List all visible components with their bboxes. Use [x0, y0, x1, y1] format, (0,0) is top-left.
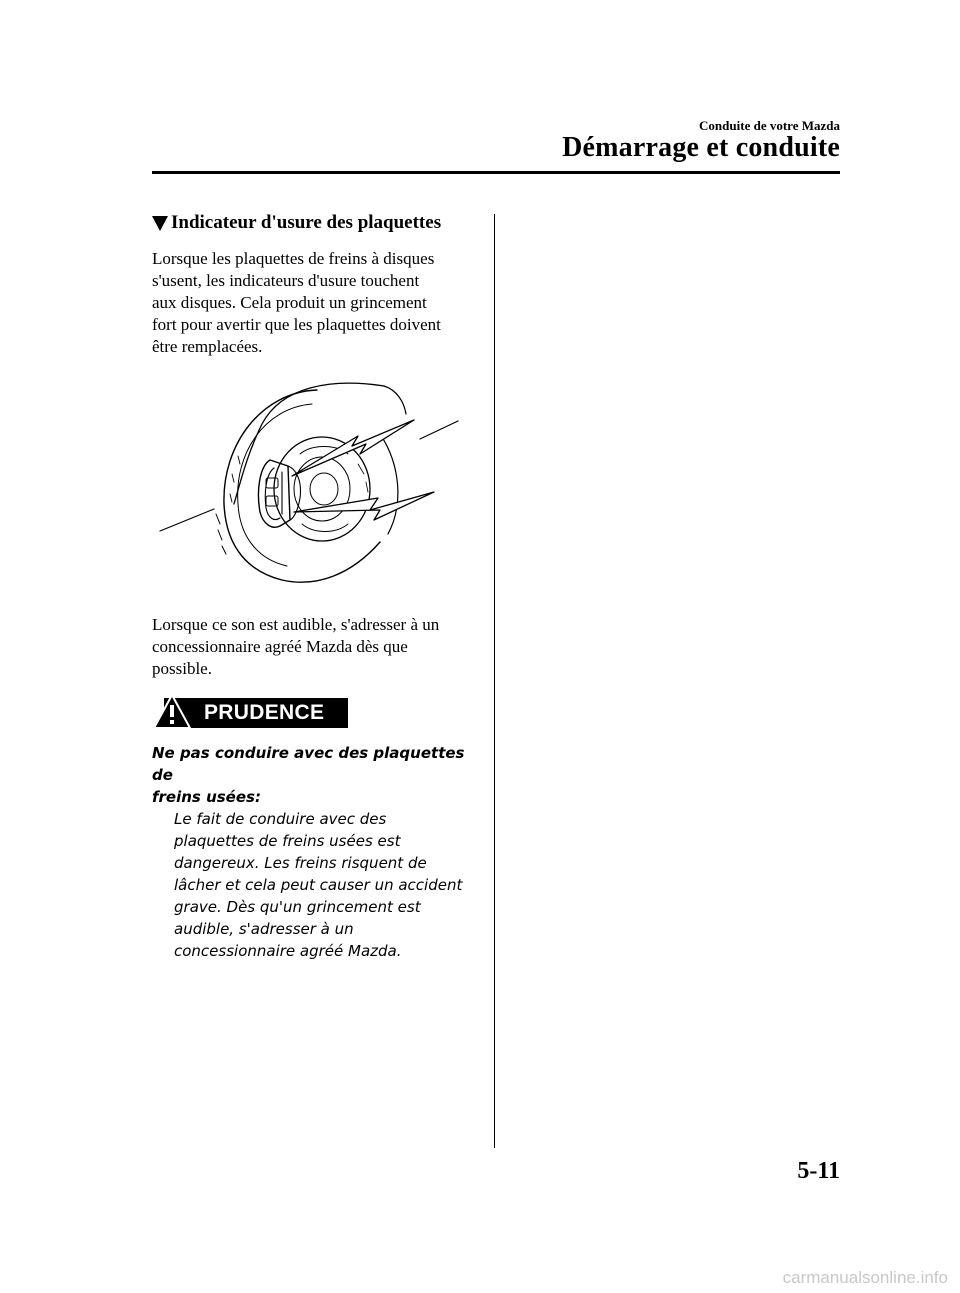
tire-right — [380, 434, 398, 534]
paragraph-line: fort pour avertir que les plaquettes doivent — [152, 315, 441, 334]
caution-body-line: dangereux. Les freins risquent de — [174, 854, 427, 872]
caution-title-line: Ne pas conduire avec des plaquettes de — [152, 744, 465, 784]
exclamation-warning-icon — [152, 693, 192, 731]
paragraph-intro — [152, 248, 482, 358]
caution-body-line: grave. Dès qu'un grincement est — [174, 898, 421, 916]
paragraph-line: s'usent, les indicateurs d'usure touchent — [152, 271, 420, 290]
triangle-down-icon — [152, 216, 168, 231]
header-chapter-title: Démarrage et conduite — [562, 132, 840, 163]
column-divider — [494, 214, 495, 1148]
paragraph-line: Lorsque les plaquettes de freins à disques — [152, 249, 435, 268]
caution-body-line: plaquettes de freins usées est — [174, 832, 401, 850]
section-heading-text: Indicateur d'usure des plaquettes — [171, 212, 442, 233]
left-column — [152, 200, 482, 962]
paragraph-advice — [152, 614, 482, 680]
header-section-label: Conduite de votre Mazda — [699, 118, 840, 133]
caution-body — [174, 808, 482, 962]
tire-inner — [238, 404, 312, 566]
watermark[interactable]: carmanualsonline.info — [782, 1268, 948, 1287]
caution-body-line: audible, s'adresser à un — [174, 920, 354, 938]
paragraph-line: concessionnaire agréé Mazda dès que — [152, 637, 408, 656]
fender-edge — [384, 386, 406, 414]
caution-body-line: Le fait de conduire avec des — [174, 810, 387, 828]
paragraph-line: possible. — [152, 659, 212, 678]
paragraph-line: être remplacées. — [152, 337, 263, 356]
body-line-right — [420, 421, 458, 439]
caution-title — [152, 742, 482, 808]
brake-pad-wear-illustration — [152, 374, 482, 600]
paragraph-line: Lorsque ce son est audible, s'adresser à un — [152, 615, 440, 634]
section-heading — [152, 212, 482, 234]
header-rule — [152, 171, 840, 174]
body-line-left — [160, 509, 214, 531]
caution-body-line: concessionnaire agréé Mazda. — [174, 942, 402, 960]
tire-outer — [224, 390, 380, 582]
paragraph-line: aux disques. Cela produit un grincement — [152, 293, 427, 312]
caution-banner — [152, 698, 348, 732]
caution-label: PRUDENCE — [164, 698, 348, 728]
caution-body-line: lâcher et cela peut causer un accident — [174, 876, 463, 894]
caution-title-line: freins usées: — [152, 788, 261, 806]
page-number: 5-11 — [797, 1158, 840, 1184]
